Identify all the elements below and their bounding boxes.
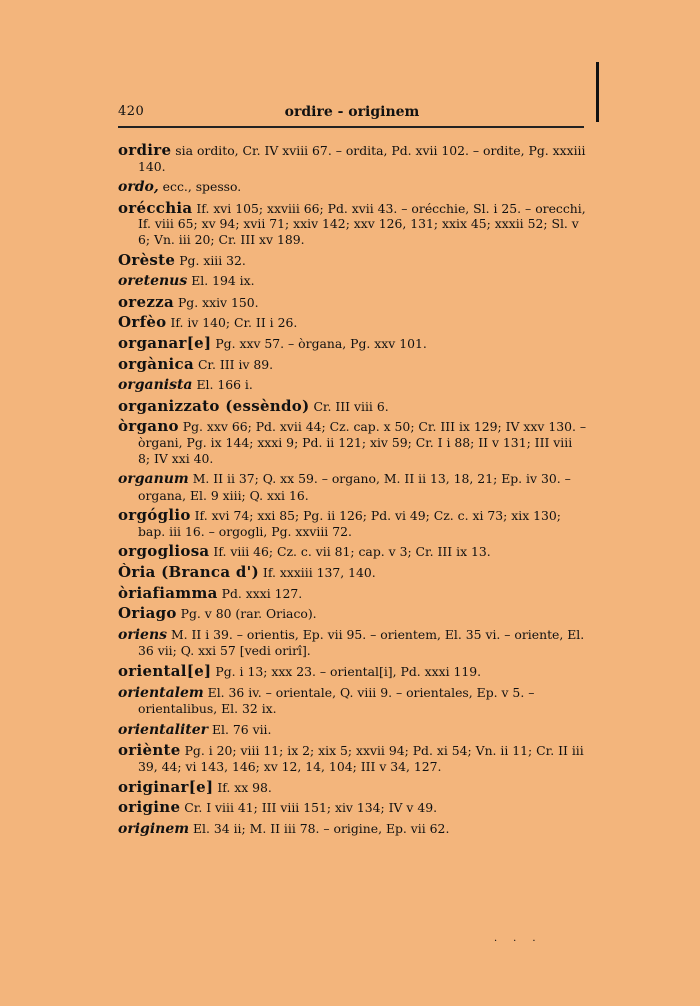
entry-headword: organizzato (essèndo) [118,396,310,415]
entry-citations: Pg. i 13; xxx 23. – oriental[i], Pd. xxxi 119. [215,664,482,680]
entry-citations: Pg. xxv 66; Pd. xvii 44; Cz. cap. x 50; Cr. III ix 129; IV xxv 130. – òrgani, Pg. ix 144; xxxi 9; Pd. ii 121; xiv 59; Cr. I i 88; II v 131; III viii 8; IV xxi 40. [138,419,587,466]
entry-headword: originem [118,820,190,837]
entry-headword: orientalem [118,684,204,701]
dictionary-entry [118,722,588,739]
dictionary-entry [118,198,588,248]
page-number: 420 [118,104,145,119]
dictionary-entry [118,273,588,290]
entry-citations: El. 34 ii; M. II iii 78. – origine, Ep. vii 62. [193,820,450,836]
dictionary-entry [118,685,588,717]
margin-bar [596,62,599,122]
entry-citations: If. xxxiii 137, 140. [262,565,376,581]
entry-citations: Pg. xiii 32. [179,252,246,268]
entry-headword: orécchia [118,198,193,217]
entry-citations: Cr. III viii 6. [313,398,389,414]
entry-headword: orgogliosa [118,542,210,561]
dictionary-entry [118,544,588,560]
entry-headword: oriental[e] [118,662,212,681]
dictionary-entry [118,333,588,352]
dictionary-entries [118,143,588,842]
entry-citations: sia ordito, Cr. IV xviii 67. – ordita, Pd. xvii 102. – ordite, Pg. xxxiii 140. [138,143,586,174]
entry-headword: orezza [118,292,175,311]
entry-citations: Pg. xxv 57. – òrgana, Pg. xxv 101. [215,335,427,351]
entry-headword: originar[e] [118,777,214,796]
dictionary-entry [118,143,588,174]
entry-citations: El. 194 ix. [191,273,255,289]
entry-headword: orientaliter [118,721,209,738]
entry-headword: Oriago [118,604,177,623]
dictionary-entry [118,419,588,466]
entry-citations: If. xvi 105; xxviii 66; Pd. xvii 43. – orécchie, Sl. i 25. – orecchi, If. viii 65; xv 94; xvii 71; xxiv 142; xxv 126, 131; xxix 45; xxxii 52; Sl. v 6; Vn. iii 20; Cr. III xv 189. [138,200,586,247]
entry-citations: Pg. i 20; viii 11; ix 2; xix 5; xxvii 94; Pd. xi 54; Vn. ii 11; Cr. II iii 39, 44; vi 143, 146; xv 12, 14, 104; III v 34, 127. [138,743,584,774]
entry-citations: ecc., spesso. [162,179,242,195]
entry-citations: Cr. III iv 89. [197,356,274,372]
header-rule [118,126,584,128]
entry-citations: Pd. xxxi 127. [221,585,303,601]
page-header [118,104,586,124]
entry-citations: El. 166 i. [196,377,253,393]
dictionary-entry [118,292,588,311]
entry-headword: Orèste [118,250,176,269]
dictionary-entry [118,583,588,602]
entry-citations: If. iv 140; Cr. II i 26. [170,315,298,331]
entry-citations: El. 76 vii. [212,721,272,737]
entry-citations: If. xx 98. [217,779,272,795]
entry-citations: Cr. I viii 41; III viii 151; xiv 134; IV v 49. [184,800,438,816]
dictionary-entry [118,377,588,394]
entry-citations: Pg. xxiv 150. [177,294,259,310]
entry-headword: organar[e] [118,333,212,352]
dictionary-entry [118,508,588,539]
entry-headword: origine [118,798,181,817]
entry-citations: If. viii 46; Cz. c. vii 81; cap. v 3; Cr. III ix 13. [213,544,491,560]
entry-headword: orgànica [118,354,194,373]
entry-headword: Orfèo [118,313,167,332]
dictionary-entry [118,565,588,581]
dictionary-entry [118,396,588,415]
entry-citations: Pg. v 80 (rar. Oriaco). [180,606,317,622]
dictionary-entry [118,315,588,331]
dictionary-entry [118,606,588,622]
entry-headword: organista [118,377,193,394]
dictionary-entry [118,179,588,196]
print-marks: ··· [494,936,552,947]
entry-headword: oriènte [118,741,181,760]
dictionary-entry [118,743,588,774]
dictionary-entry [118,777,588,796]
entry-headword: orgóglio [118,506,191,525]
dictionary-entry [118,627,588,659]
dictionary-entry [118,250,588,269]
entry-headword: organum [118,471,189,488]
entry-headword: òriafiamma [118,583,218,602]
entry-headword: oretenus [118,273,188,290]
entry-citations: El. 36 iv. – orientale, Q. viii 9. – orientales, Ep. v 5. – orientalibus, El. 32 ix. [138,684,535,717]
running-title: ordire - originem [284,104,420,120]
entry-headword: ordire [118,141,172,159]
entry-headword: oriens [118,626,167,643]
dictionary-entry [118,354,588,373]
entry-citations: If. xvi 74; xxi 85; Pg. ii 126; Pd. vi 49; Cz. c. xi 73; xix 130; bap. iii 16. – orgogli, Pg. xxviii 72. [138,508,561,539]
entry-citations: M. II i 39. – orientis, Ep. vii 95. – orientem, El. 35 vi. – oriente, El. 36 vii; Q. xxi 57 [vedi orirî]. [138,626,585,659]
entry-headword: òrgano [118,417,179,436]
entry-headword: ordo, [118,179,159,196]
dictionary-entry [118,471,588,503]
dictionary-entry [118,821,588,838]
entry-citations: M. II ii 37; Q. xx 59. – organo, M. II ii 13, 18, 21; Ep. iv 30. – organa, El. 9 xiii; Q. xxi 16. [138,471,571,503]
dictionary-entry [118,800,588,816]
dictionary-entry [118,664,588,680]
entry-headword: Òria (Branca d') [118,563,259,582]
